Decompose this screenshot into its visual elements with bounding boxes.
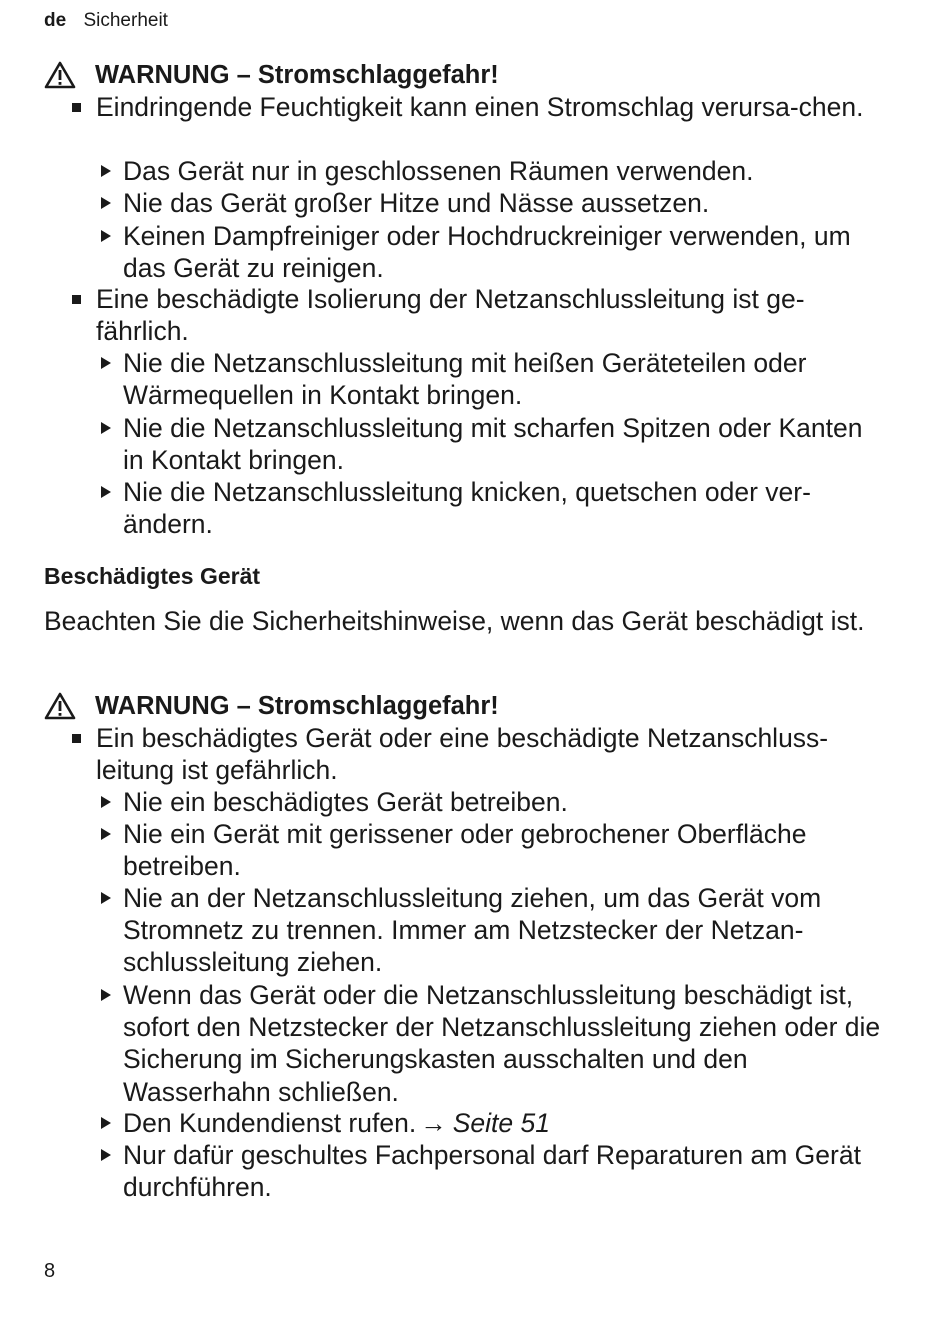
chapter-title: Sicherheit: [83, 10, 168, 31]
warning-triangle-icon: [44, 692, 76, 720]
section-heading: Beschädigtes Gerät: [44, 563, 261, 589]
warning-title: WARNUNG – Stromschlaggefahr!: [95, 692, 499, 720]
page-reference-link[interactable]: Seite 51: [452, 1108, 550, 1138]
section-intro: Beachten Sie die Sicherheitshinweise, wenn das Gerät beschädigt ist.: [44, 606, 865, 636]
instruction-step: [123, 1107, 883, 1139]
instruction-step: Nie die Netzanschlussleitung knicken, quetschen oder ver-ändern.: [123, 476, 883, 540]
reference-arrow-icon: →: [420, 1108, 447, 1138]
warning-triangle-icon: [44, 61, 76, 89]
warning-heading-1: [44, 59, 499, 91]
instruction-step: Das Gerät nur in geschlossenen Räumen verwenden.: [123, 155, 883, 187]
instruction-step: Keinen Dampfreiniger oder Hochdruckreiniger verwenden, um das Gerät zu reinigen.: [123, 220, 883, 284]
instruction-step: Nie ein Gerät mit gerissener oder gebrochener Oberfläche betreiben.: [123, 818, 883, 882]
instruction-step: Nur dafür geschultes Fachpersonal darf Reparaturen am Gerät durchführen.: [123, 1139, 883, 1203]
instruction-step: Nie die Netzanschlussleitung mit heißen Geräteteilen oder Wärmequellen in Kontakt bringen.: [123, 347, 883, 411]
warning-heading-2: [44, 690, 499, 722]
language-code: de: [44, 10, 67, 31]
instruction-step: Nie die Netzanschlussleitung mit scharfen Spitzen oder Kanten in Kontakt bringen.: [123, 412, 883, 476]
warning-title: WARNUNG – Stromschlaggefahr!: [95, 61, 499, 89]
warning-bullet: Eindringende Feuchtigkeit kann einen Stromschlag verursa-chen.: [96, 91, 876, 123]
instruction-step: Nie ein beschädigtes Gerät betreiben.: [123, 786, 883, 818]
warning-bullet: Eine beschädigte Isolierung der Netzanschlussleitung ist ge-fährlich.: [96, 283, 876, 347]
page-header: [44, 9, 168, 33]
instruction-step: Nie das Gerät großer Hitze und Nässe aussetzen.: [123, 187, 883, 219]
step-text: Den Kundendienst rufen.: [123, 1108, 417, 1138]
instruction-step: Nie an der Netzanschlussleitung ziehen, um das Gerät vom Stromnetz zu trennen. Immer am Netzstecker der Netzan-schlussleitung ziehen.: [123, 882, 883, 979]
warning-bullet: Ein beschädigtes Gerät oder eine beschädigte Netzanschluss-leitung ist gefährlich.: [96, 722, 876, 786]
page-number: 8: [44, 1260, 56, 1282]
instruction-step: Wenn das Gerät oder die Netzanschlussleitung beschädigt ist, sofort den Netzstecker der Netzanschlussleitung ziehen oder die Sicherung im Sicherungskasten ausschalten und den Wasserhahn schließen.: [123, 979, 883, 1108]
